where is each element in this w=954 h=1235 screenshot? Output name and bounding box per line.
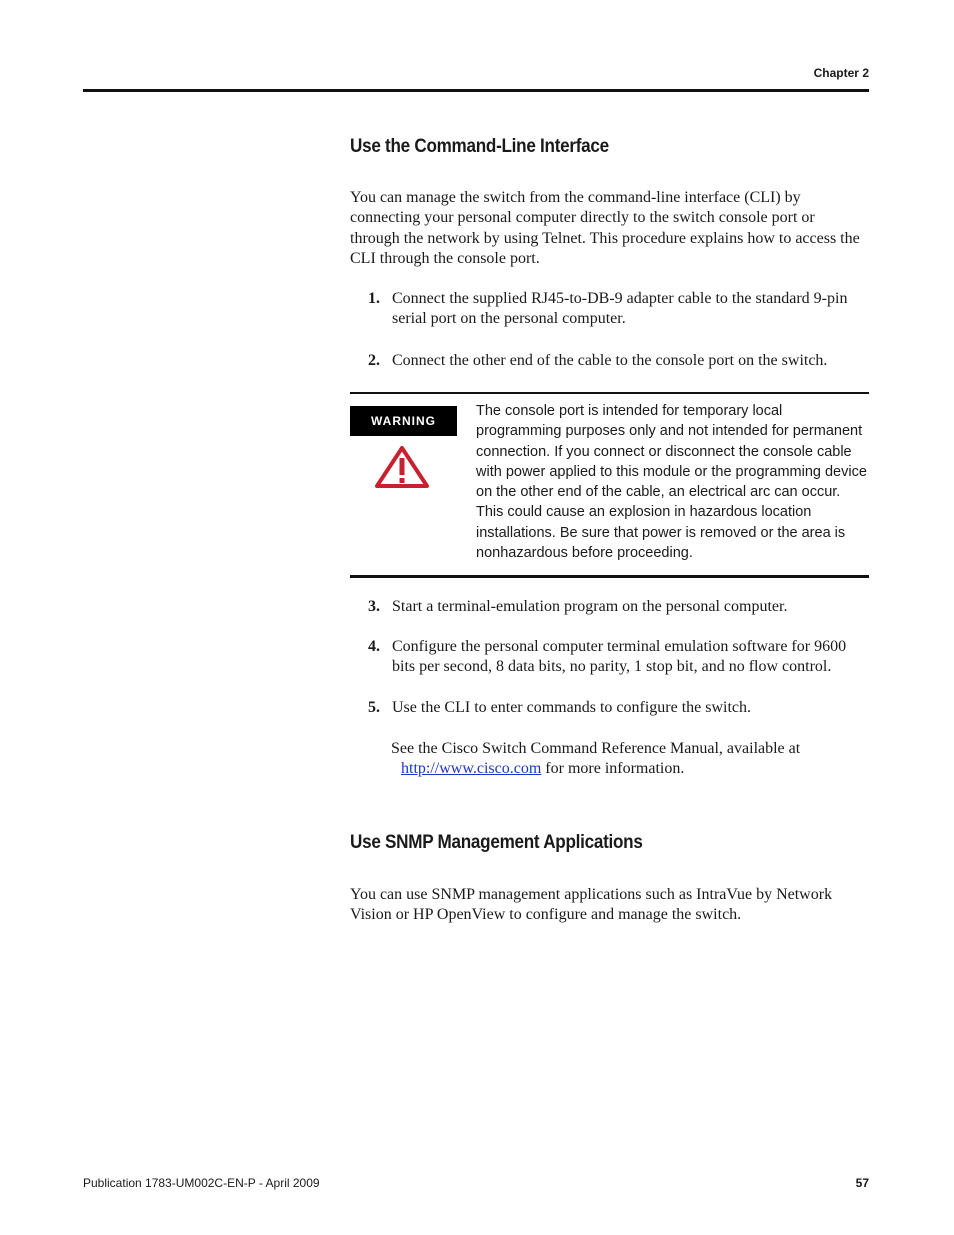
step-number: 1. [368,290,380,307]
section-title-snmp: Use SNMP Management Applications [350,832,643,853]
cisco-link[interactable]: http://www.cisco.com [401,760,542,778]
step-text: Configure the personal computer terminal emulation software for 9600 bits per second, 8 data bits, no parity, 1 stop bit, and no flow control. [392,638,847,676]
step-number: 3. [368,598,380,615]
see-also-suffix: for more information. [541,760,685,778]
step-text: Use the CLI to enter commands to configure the switch. [392,699,752,716]
chapter-label: Chapter 2 [813,66,869,80]
step-text: Start a terminal-emulation program on the personal computer. [392,598,788,615]
section-title-cli: Use the Command-Line Interface [350,136,609,157]
warning-top-rule [350,392,869,394]
hazard-triangle-icon [374,445,430,489]
step-number: 4. [368,638,380,655]
see-also-prefix: See the Cisco Switch Command Reference Manual, available at [391,740,801,757]
step-text: Connect the supplied RJ45-to-DB-9 adapter cable to the standard 9-pin serial port on the personal computer. [392,290,848,328]
see-also-note [391,739,869,780]
footer-publication: Publication 1783-UM002C-EN-P - April 2009 [83,1176,320,1190]
snmp-intro-paragraph: You can use SNMP management applications such as IntraVue by Network Vision or HP OpenView to configure and manage the switch. [350,886,833,924]
warning-label: WARNING [350,406,457,436]
step-number: 5. [368,699,380,716]
warning-bottom-rule [350,575,869,578]
cli-intro-paragraph: You can manage the switch from the command-line interface (CLI) by connecting your personal computer directly to the switch console port or through the network by using Telnet. This procedure explains how to access the CLI through the console port. [350,189,860,268]
header-rule [83,89,869,92]
step-number: 2. [368,352,380,369]
warning-text: The console port is intended for temporary local programming purposes only and not intended for permanent connection. If you connect or disconnect the console cable with power applied to this module or the programming device on the other end of the cable, an electrical arc can occur. This could cause an explosion in hazardous location installations. Be sure that power is removed or the area is nonhazardous before proceeding. [476,403,867,562]
step-text: Connect the other end of the cable to the console port on the switch. [392,352,828,369]
page-number: 57 [855,1176,869,1190]
